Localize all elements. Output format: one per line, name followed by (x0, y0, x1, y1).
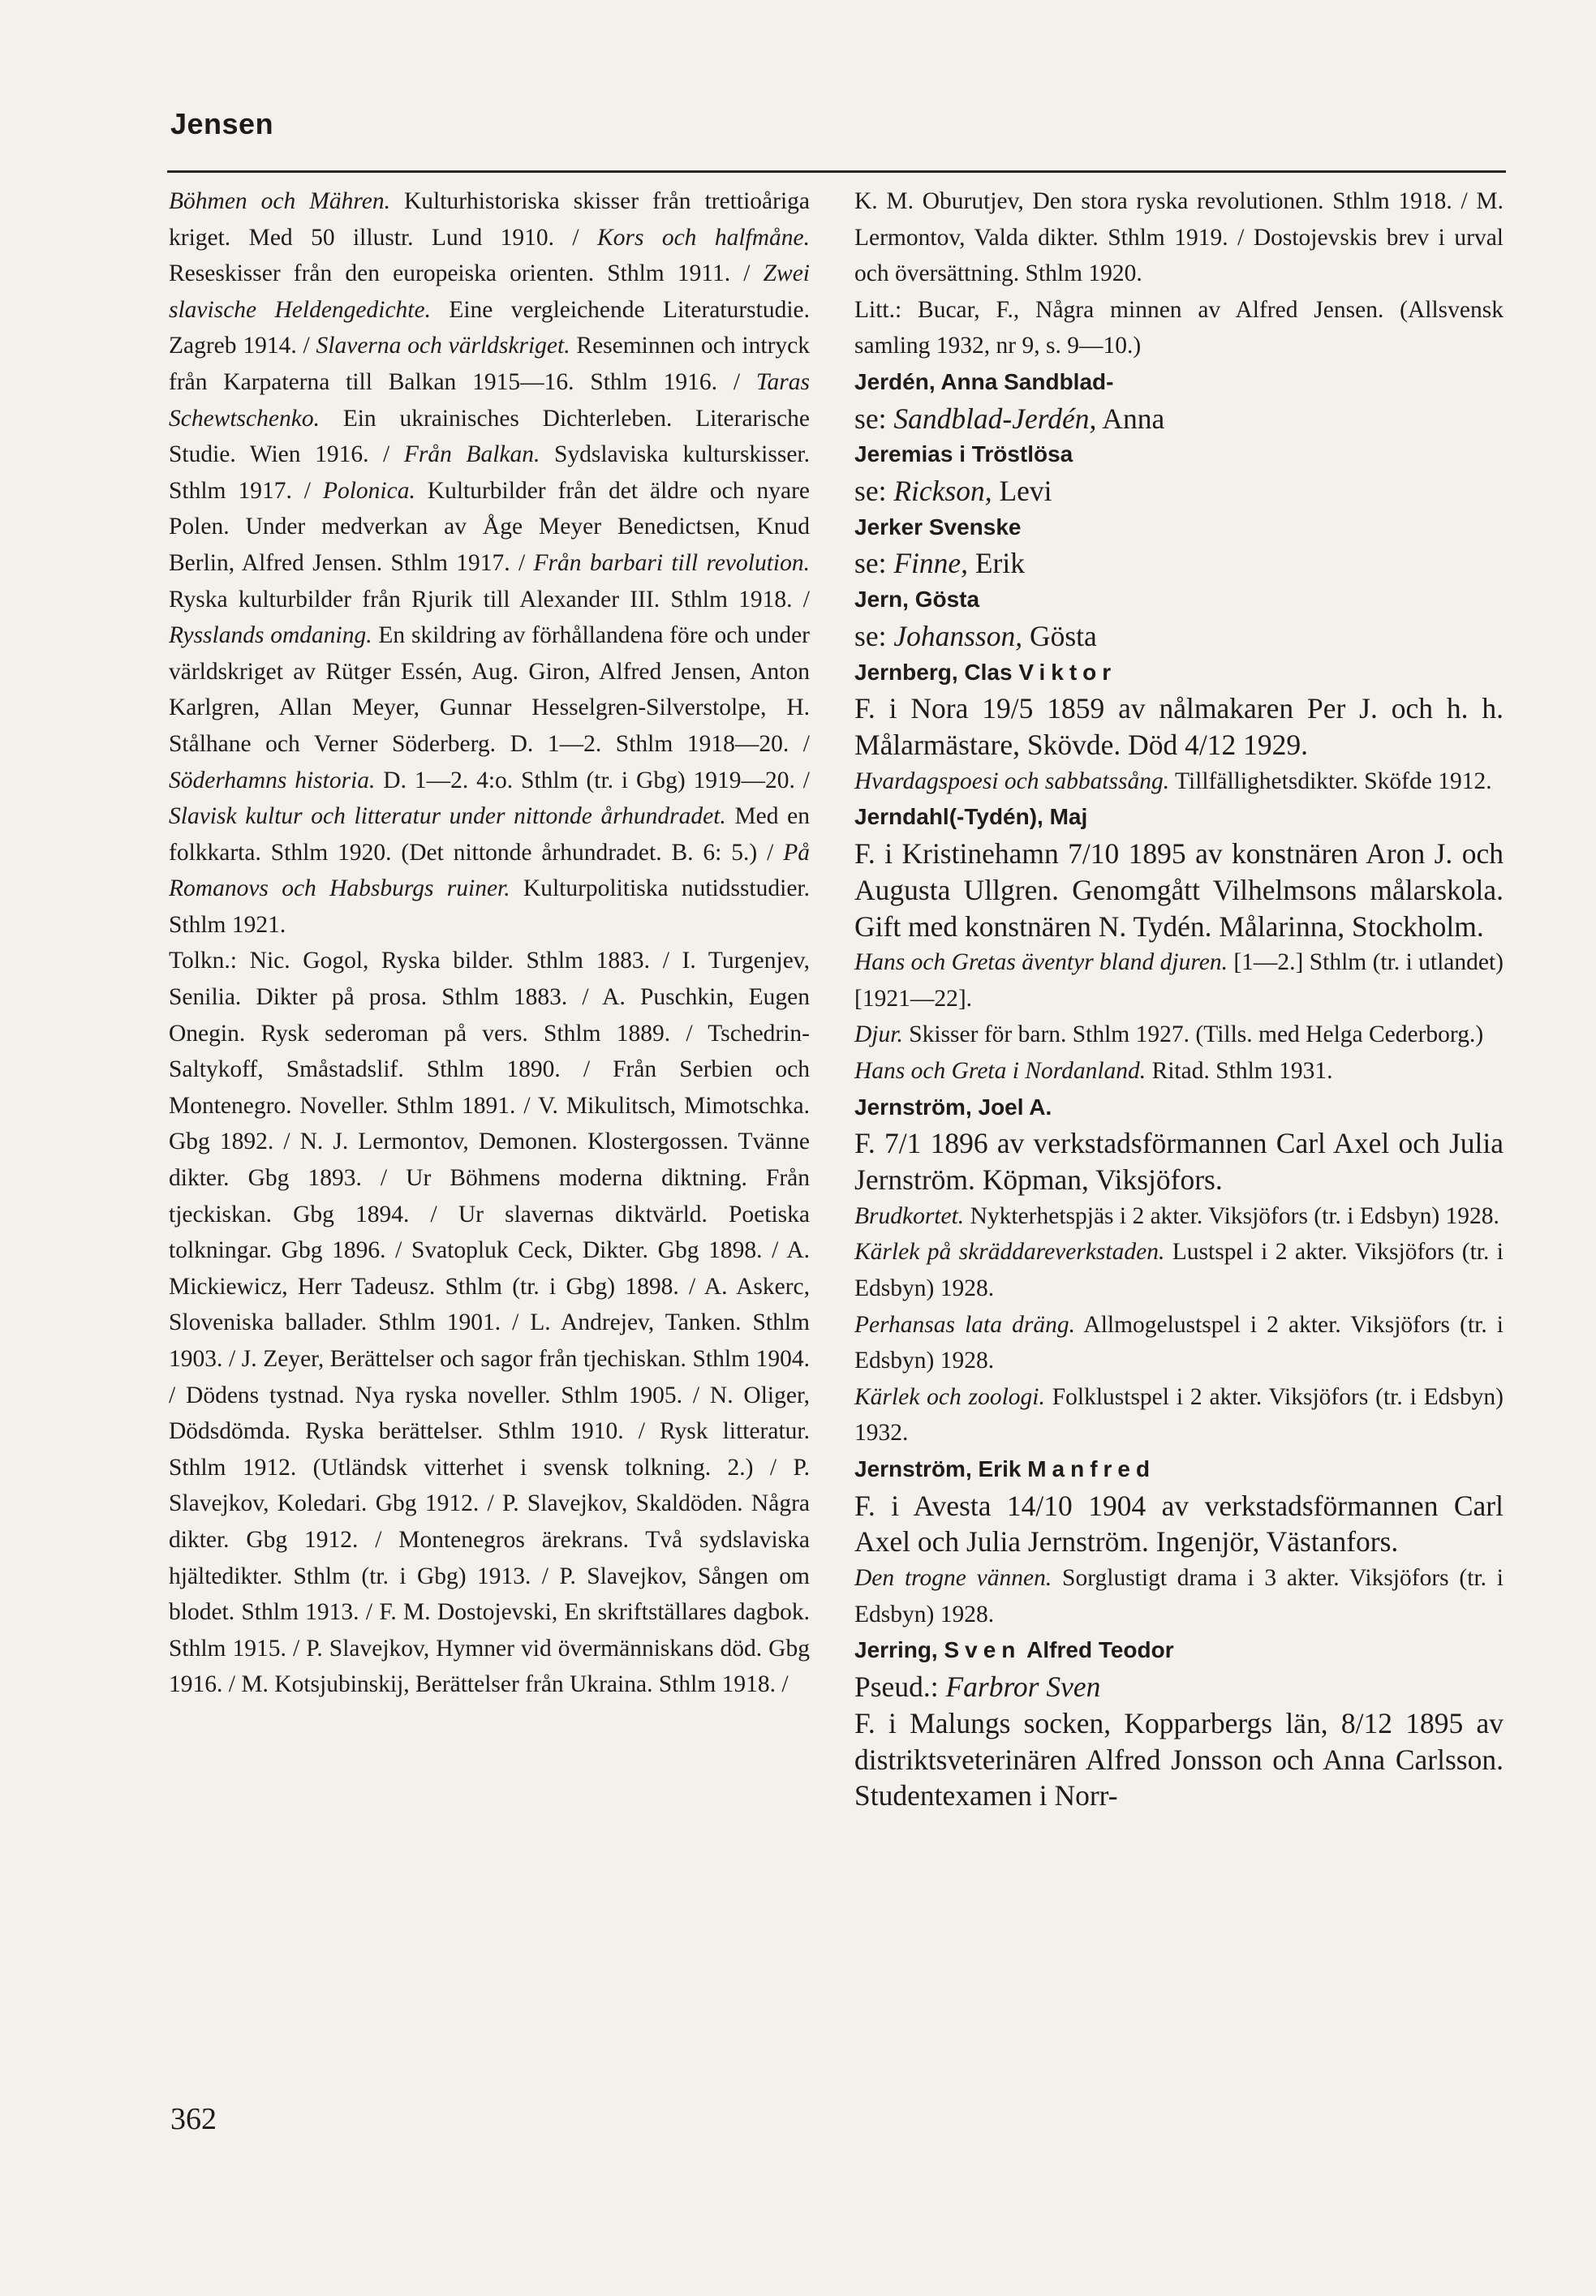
biography-line (854, 401, 1504, 437)
entry-heading (854, 510, 1504, 546)
text-run: se: (854, 474, 894, 507)
entry-paragraph (854, 1307, 1504, 1379)
text-run: se: (854, 402, 894, 435)
biography-line (854, 1125, 1504, 1198)
title-run: Rysslands omdaning. (169, 622, 372, 649)
entry-paragraph (854, 944, 1504, 1017)
title-run: Sandblad-Jerdén, (893, 402, 1097, 435)
text-run: se: (854, 619, 894, 652)
title-run: Kärlek och zoologi. (854, 1383, 1045, 1410)
text-run: Sven (944, 1637, 1022, 1663)
title-run: Farbror Sven (945, 1670, 1101, 1703)
entry-heading (854, 582, 1504, 618)
title-run: Hans och Gretas äventyr bland djuren. (854, 949, 1228, 976)
header-rule (167, 170, 1506, 173)
entry-paragraph (169, 943, 810, 1702)
text-run: Lustspel i 2 akter. Viksjöfors (tr. i Edsbyn) 1928. (854, 1239, 1504, 1302)
title-run: På Romanovs och Habsburgs ruiner. (169, 839, 810, 902)
entry-heading (854, 655, 1504, 691)
text-run: Gösta (1022, 619, 1097, 652)
title-run: Söderhamns historia. (169, 767, 376, 793)
text-run: Jernberg, Clas (854, 659, 1019, 685)
text-run: Reseskisser från den europeiska orienten. Sthlm 1911. / (169, 260, 764, 287)
text-run: [1—2.] Sthlm (tr. i utlandet) [1921—22]. (854, 949, 1504, 1012)
entry-heading (854, 364, 1504, 401)
title-run: Hans och Greta i Nordanland. (854, 1058, 1146, 1085)
text-run: F. 7/1 1896 av verkstadsförmannen Carl Axel och Julia Jernström. Köpman, Viksjöfors. (854, 1127, 1504, 1197)
entry-paragraph (854, 292, 1504, 364)
running-head: Jensen (170, 107, 274, 140)
text-run: F. i Kristinehamn 7/10 1895 av konstnären Aron J. och Augusta Ullgren. Genomgått Vilhelmsons målarskola. Gift med konstnären N. Tydén. Målarinna, Stockholm. (854, 836, 1504, 943)
text-run: Jeremias i Tröstlösa (854, 441, 1073, 467)
title-run: Zwei slavische Heldengedichte. (169, 260, 810, 323)
left-column (169, 183, 810, 1703)
entry-paragraph (854, 1234, 1504, 1306)
entry-paragraph (854, 1017, 1504, 1053)
text-run: Manfred (1027, 1456, 1156, 1482)
text-run: Folklustspel i 2 akter. Viksjöfors (tr. i Edsbyn) 1932. (854, 1383, 1504, 1447)
text-run: K. M. Oburutjev, Den stora ryska revolutionen. Sthlm 1918. / M. Lermontov, Valda dikter. Sthlm 1919. / Dostojevskis brev i urval och översättning. Sthlm 1920. (854, 188, 1504, 287)
text-run: Anna (1096, 402, 1165, 435)
text-run: Ritad. Sthlm 1931. (1146, 1058, 1333, 1085)
text-run: Sydslaviska kulturskisser. Sthlm 1917. / (169, 441, 811, 504)
entry-paragraph (854, 763, 1504, 800)
biography-line (854, 473, 1504, 510)
entry-paragraph (854, 1560, 1504, 1632)
entry-paragraph (854, 183, 1504, 292)
text-run: Levi (992, 474, 1052, 507)
text-run: F. i Avesta 14/10 1904 av verkstadsförmannen Carl Axel och Julia Jernström. Ingenjör, Västanfors. (854, 1489, 1504, 1559)
title-run: Hvardagspoesi och sabbatssång. (854, 767, 1170, 794)
entry-heading (854, 1451, 1504, 1488)
text-run: Kulturbilder från det äldre och nyare Polen. Under medverkan av Åge Meyer Benedictsen, Knud Berlin, Alfred Jensen. Sthlm 1917. / (169, 477, 810, 576)
biography-line (854, 690, 1504, 763)
biography-line (854, 1669, 1504, 1705)
text-run: Eine vergleichende Literaturstudie. Zagreb 1914. / (169, 296, 810, 359)
text-run: Jernström, Erik (854, 1456, 1028, 1482)
title-run: Kors och halfmåne. (597, 224, 810, 251)
text-run: Jern, Gösta (854, 587, 980, 613)
text-run: Med en folkkarta. Sthlm 1920. (Det nittonde århundradet. B. 6: 5.) / (169, 803, 810, 866)
title-run: Rickson, (893, 474, 992, 507)
entry-heading (854, 436, 1504, 473)
entry-paragraph (854, 1379, 1504, 1451)
text-run: Erik (968, 547, 1025, 580)
text-run: Ein ukrainisches Dichterleben. Literarische Studie. Wien 1916. / (169, 405, 810, 468)
text-run: Jerker Svenske (854, 514, 1022, 540)
entry-paragraph (854, 1198, 1504, 1235)
text-run: Litt.: Bucar, F., Några minnen av Alfred Jensen. (Allsvensk samling 1932, nr 9, s. 9—10.) (854, 296, 1504, 359)
biography-line (854, 545, 1504, 582)
title-run: Finne, (893, 547, 968, 580)
title-run: Från Balkan. (403, 441, 540, 468)
text-run: F. i Nora 19/5 1859 av nålmakaren Per J. och h. h. Målarmästare, Skövde. Död 4/12 1929. (854, 692, 1504, 761)
text-run: Viktor (1018, 659, 1117, 685)
text-run: Pseud.: (854, 1670, 946, 1703)
text-run: Allmogelustspel i 2 akter. Viksjöfors (tr. i Edsbyn) 1928. (854, 1311, 1504, 1374)
text-run: se: (854, 547, 894, 580)
text-run: Jerdén, Anna Sandblad- (854, 368, 1114, 394)
text-run: Ryska kulturbilder från Rjurik till Alexander III. Sthlm 1918. / (169, 586, 810, 613)
title-run: Johansson, (893, 619, 1023, 652)
text-run: En skildring av förhållandena före och under världskriget av Rütger Essén, Aug. Giron, Alfred Jensen, Anton Karlgren, Allan Meyer, Gunnar Hesselgren-Silverstolpe, H. Stålhane och Verner Söderberg. D. 1—2. Sthlm 1918—20. / (169, 622, 811, 757)
title-run: Djur. (854, 1021, 903, 1048)
text-run: Jerndahl(-Tydén), Maj (854, 804, 1088, 830)
text-run: Nykterhetspjäs i 2 akter. Viksjöfors (tr. i Edsbyn) 1928. (964, 1202, 1499, 1229)
right-column (854, 183, 1504, 1814)
text-run: Skisser för barn. Sthlm 1927. (Tills. med Helga Cederborg.) (902, 1021, 1484, 1048)
entry-heading (854, 1090, 1504, 1126)
text-run: Kulturhistoriska skisser från trettioåriga kriget. Med 50 illustr. Lund 1910. / (169, 188, 810, 251)
page-number: 362 (170, 2102, 217, 2136)
text-run: Sorglustigt drama i 3 akter. Viksjöfors (tr. i Edsbyn) 1928. (854, 1565, 1504, 1627)
text-run: D. 1—2. 4:o. Sthlm (tr. i Gbg) 1919—20. / (375, 767, 810, 793)
biography-line (854, 1488, 1504, 1561)
text-run: Tillfällighetsdikter. Sköfde 1912. (1169, 767, 1492, 794)
title-run: Från barbari till revolution. (533, 549, 810, 576)
entry-heading (854, 1632, 1504, 1669)
biography-line (854, 836, 1504, 944)
text-run: Kulturpolitiska nutidsstudier. Sthlm 1921. (169, 875, 810, 938)
entry-paragraph (854, 1053, 1504, 1090)
title-run: Den trogne vännen. (854, 1565, 1052, 1592)
biography-line (854, 1705, 1504, 1814)
biography-line (854, 618, 1504, 655)
title-run: Kärlek på skräddareverkstaden. (854, 1239, 1165, 1266)
text-run: Jernström, Joel A. (854, 1094, 1052, 1120)
title-run: Taras Schewtschenko. (169, 368, 810, 432)
title-run: Slaverna och världskriget. (316, 333, 570, 359)
text-run: Tolkn.: Nic. Gogol, Ryska bilder. Sthlm 1883. / I. Turgenjev, Senilia. Dikter på prosa. Sthlm 1883. / A. Puschkin, Eugen Onegin. Rysk sederoman på vers. Sthlm 1889. / Tschedrin-Saltykoff, Småstadslif. Sthlm 1890. / Från Serbien och Montenegro. Noveller. Sthlm 1891. / V. Mikulitsch, Mimotschka. Gbg 1892. / N. J. Lermontov, Demonen. Klostergossen. Tvänne dikter. Gbg 1893. / Ur Böhmens moderna diktning. Från tjeckiskan. Gbg 1894. / Ur slavernas diktvärld. Poetiska tolkningar. Gbg 1896. / Svatopluk Ceck, Dikter. Gbg 1898. / A. Mickiewicz, Herr Tadeusz. Sthlm (tr. i Gbg) 1898. / A. Askerc, Sloveniska ballader. Sthlm 1901. / L. Andrejev, Tanken. Sthlm 1903. / J. Zeyer, Berättelser och sagor från tjechiskan. Sthlm 1904. / Dödens tystnad. Nya ryska noveller. Sthlm 1905. / N. Oliger, Dödsdömda. Ryska berättelser. Sthlm 1910. / Rysk litteratur. Sthlm 1912. (Utländsk vitterhet i svensk tolkning. 2.) / P. Slavejkov, Koledari. Gbg 1912. / P. Slavejkov, Skaldöden. Några dikter. Gbg 1912. / Montenegros ärekrans. Två sydslaviska hjältedikter. Sthlm (tr. i Gbg) 1913. / P. Slavejkov, Sången om blodet. Sthlm 1913. / F. M. Dostojevski, En skriftställares dagbok. Sthlm 1915. / P. Slavejkov, Hymner vid övermänniskans död. Gbg 1916. / M. Kotsjubinskij, Berättelser från Ukraina. Sthlm 1918. / (169, 948, 810, 1698)
text-run: F. i Malungs socken, Kopparbergs län, 8/12 1895 av distriktsveterinären Alfred Jonsson och Anna Carlsson. Studentexamen i Norr- (854, 1706, 1504, 1812)
title-run: Perhansas lata dräng. (854, 1311, 1075, 1338)
text-run: Alfred Teodor (1021, 1637, 1174, 1663)
title-run: Polonica. (322, 477, 415, 504)
entry-heading (854, 799, 1504, 836)
text-run: Reseminnen och intryck från Karpaterna till Balkan 1915—16. Sthlm 1916. / (169, 333, 810, 395)
title-run: Slavisk kultur och litteratur under nittonde århundradet. (169, 803, 726, 830)
entry-paragraph (169, 183, 810, 943)
title-run: Böhmen och Mähren. (169, 188, 390, 214)
title-run: Brudkortet. (854, 1202, 965, 1229)
text-run: Jerring, (854, 1637, 944, 1663)
